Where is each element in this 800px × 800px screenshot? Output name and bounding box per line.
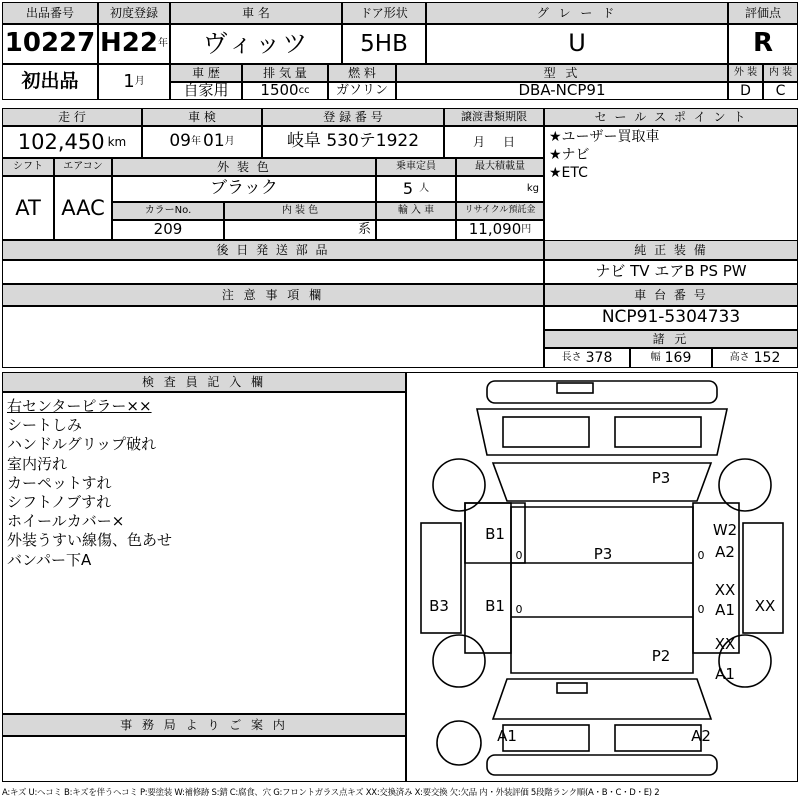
inspector-notes <box>2 392 406 714</box>
capacity-label: 乗車定員 <box>376 158 456 176</box>
mark-p3-center: P3 <box>593 545 613 563</box>
shaken-month-unit: 月 <box>224 135 235 147</box>
mark-a2-right: A2 <box>715 543 735 561</box>
shaken-month-value: 01 <box>203 131 225 152</box>
office-notice-label: 事 務 局 よ り ご 案 内 <box>2 714 406 736</box>
car-name-value: ヴィッツ <box>170 24 342 64</box>
first-reg-year-unit: 年 <box>157 37 168 49</box>
exterior-score-label: 外 装 <box>728 64 763 82</box>
mark-zero-right-2: 0 <box>697 603 705 616</box>
mark-w2-right: W2 <box>712 521 738 539</box>
capacity-unit: 人 <box>419 182 430 194</box>
inspector-label: 検 査 員 記 入 欄 <box>2 372 406 392</box>
color-no-label: カラーNo. <box>112 202 224 220</box>
spec-height <box>712 348 798 368</box>
spec-length <box>544 348 630 368</box>
mark-xx-right-lower: XX <box>714 635 736 653</box>
interior-color-label: 内 装 色 <box>224 202 376 220</box>
displacement-label: 排 気 量 <box>242 64 328 82</box>
sales-point-3: ★ETC <box>549 164 588 181</box>
mark-b1-left-rear: B1 <box>485 597 505 615</box>
later-parts-label: 後 日 発 送 部 品 <box>2 240 544 260</box>
lot-no-label: 出品番号 <box>2 2 98 24</box>
door-value: 5HB <box>342 24 426 64</box>
first-reg-label: 初度登録 <box>98 2 170 24</box>
exterior-color-label: 外 装 色 <box>112 158 376 176</box>
mark-xx-right-upper: XX <box>714 581 736 599</box>
import-label: 輸 入 車 <box>376 202 456 220</box>
height-label: 高さ <box>729 351 750 363</box>
mark-p2-rear: P2 <box>651 647 671 665</box>
interior-color-value: 系 <box>224 220 376 240</box>
shift-value: AT <box>2 176 54 240</box>
inspector-note-2: シートしみ <box>7 416 83 435</box>
reg-no-value: 岐阜 530テ1922 <box>262 126 444 158</box>
first-reg-month-value: 1 <box>123 70 135 92</box>
score-value: R <box>728 24 798 64</box>
genuine-equipment-value: ナビ TV エアB PS PW <box>544 260 798 284</box>
inspector-note-7: ホイールカバー× <box>7 512 125 531</box>
recycle-label: リサイクル預託金 <box>456 202 544 220</box>
length-label: 長さ <box>561 351 582 363</box>
transfer-doc-value <box>444 126 544 158</box>
chassis-no-value: NCP91-5304733 <box>544 306 798 330</box>
exterior-color-value: ブラック <box>112 176 376 202</box>
inspector-note-4: 室内汚れ <box>7 454 68 473</box>
mark-b1-left-front: B1 <box>485 525 505 543</box>
score-label: 評価点 <box>728 2 798 24</box>
grade-value: U <box>426 24 728 64</box>
mark-a2-rear-right: A2 <box>691 727 711 745</box>
first-reg-year <box>98 24 170 64</box>
shift-label: シフト <box>2 158 54 176</box>
mark-xx-right-edge: XX <box>754 597 776 615</box>
recycle-value <box>456 220 544 240</box>
inspector-note-3: ハンドルグリップ破れ <box>7 435 157 454</box>
shaken-year-unit: 年 <box>191 135 201 147</box>
history-value: 自家用 <box>170 82 242 100</box>
model-code-label: 型 式 <box>396 64 728 82</box>
mileage-unit: km <box>107 134 127 149</box>
first-listing-badge: 初出品 <box>2 64 98 100</box>
mileage-number: 102,450 <box>17 129 105 154</box>
model-code-value: DBA-NCP91 <box>396 82 728 100</box>
history-label: 車 歴 <box>170 64 242 82</box>
lot-no-value: 10227 <box>2 24 98 64</box>
mark-zero-left-2: 0 <box>515 603 523 616</box>
shaken-value <box>142 126 262 158</box>
length-value: 378 <box>585 349 613 366</box>
recycle-unit: 円 <box>521 223 532 235</box>
sales-point-label: セ ー ル ス ポ イ ン ト <box>544 108 798 126</box>
fuel-value: ガソリン <box>328 82 396 100</box>
transfer-month-unit: 月 <box>472 134 485 149</box>
office-notice-area <box>2 736 406 782</box>
import-value <box>376 220 456 240</box>
height-value: 152 <box>753 349 781 366</box>
color-no-value: 209 <box>112 220 224 240</box>
car-diagram-panel <box>406 372 798 782</box>
exterior-score-value: D <box>728 82 763 100</box>
chassis-no-label: 車 台 番 号 <box>544 284 798 306</box>
shaken-label: 車 検 <box>142 108 262 126</box>
capacity-value <box>376 176 456 202</box>
max-load-label: 最大積載量 <box>456 158 544 176</box>
mark-a1-rear-left: A1 <box>497 727 517 745</box>
mileage-value <box>2 126 142 158</box>
notes-area <box>2 306 544 368</box>
mark-p3-roof: P3 <box>651 469 671 487</box>
interior-score-value: C <box>763 82 798 100</box>
sales-point-1: ★ユーザー買取車 <box>549 129 660 145</box>
shaken-year-value: 09 <box>169 131 191 152</box>
inspector-note-5: カーペットすれ <box>7 473 112 492</box>
mark-zero-left-1: 0 <box>515 549 523 562</box>
mark-b3-left: B3 <box>429 597 449 615</box>
door-label: ドア形状 <box>342 2 426 24</box>
displacement-value <box>242 82 328 100</box>
car-diagram <box>407 373 797 781</box>
width-label: 幅 <box>650 351 661 363</box>
capacity-number: 5 <box>402 178 414 198</box>
recycle-number: 11,090 <box>468 220 522 239</box>
inspector-note-8: 外装うすい線傷、色あせ <box>7 531 173 550</box>
width-value: 169 <box>664 349 692 366</box>
genuine-equipment-label: 純 正 装 備 <box>544 240 798 260</box>
transfer-doc-label: 譲渡書類期限 <box>444 108 544 126</box>
legend-text: A:キズ U:ヘコミ B:キズを伴うヘコミ P:要塗装 W:補修跡 S:錆 C:腐食、穴 G:フロントガラス点キズ XX:交換済み X:要交換 欠:欠品 内・外装評価 5段階ランク順(A・B・C・D・E) 2 <box>2 788 660 798</box>
sales-point-2: ★ナビ <box>549 146 590 163</box>
inspector-note-1: 右センターピラー×× <box>7 397 152 415</box>
mark-a1-right-upper: A1 <box>715 601 735 619</box>
fuel-label: 燃 料 <box>328 64 396 82</box>
displacement-number: 1500 <box>260 81 299 100</box>
max-load-value: kg <box>456 176 544 202</box>
aircon-label: エアコン <box>54 158 112 176</box>
mark-a1-right-lower: A1 <box>715 665 735 683</box>
displacement-unit: cc <box>298 84 310 96</box>
later-parts-area <box>2 260 544 284</box>
interior-score-label: 内 装 <box>763 64 798 82</box>
mark-zero-right-1: 0 <box>697 549 705 562</box>
reg-no-label: 登 録 番 号 <box>262 108 444 126</box>
first-reg-month <box>98 64 170 100</box>
first-reg-year-value: H22 <box>100 28 158 59</box>
grade-label: グ レ ー ド <box>426 2 728 24</box>
first-reg-month-unit: 月 <box>134 75 145 87</box>
transfer-day-unit: 日 <box>503 134 516 149</box>
car-name-label: 車 名 <box>170 2 342 24</box>
spec-label: 諸 元 <box>544 330 798 348</box>
spec-width <box>630 348 712 368</box>
inspector-note-9: バンパー下A <box>7 550 92 569</box>
mileage-label: 走 行 <box>2 108 142 126</box>
aircon-value: AAC <box>54 176 112 240</box>
inspector-note-6: シフトノブすれ <box>7 492 112 511</box>
notes-label: 注 意 事 項 欄 <box>2 284 544 306</box>
